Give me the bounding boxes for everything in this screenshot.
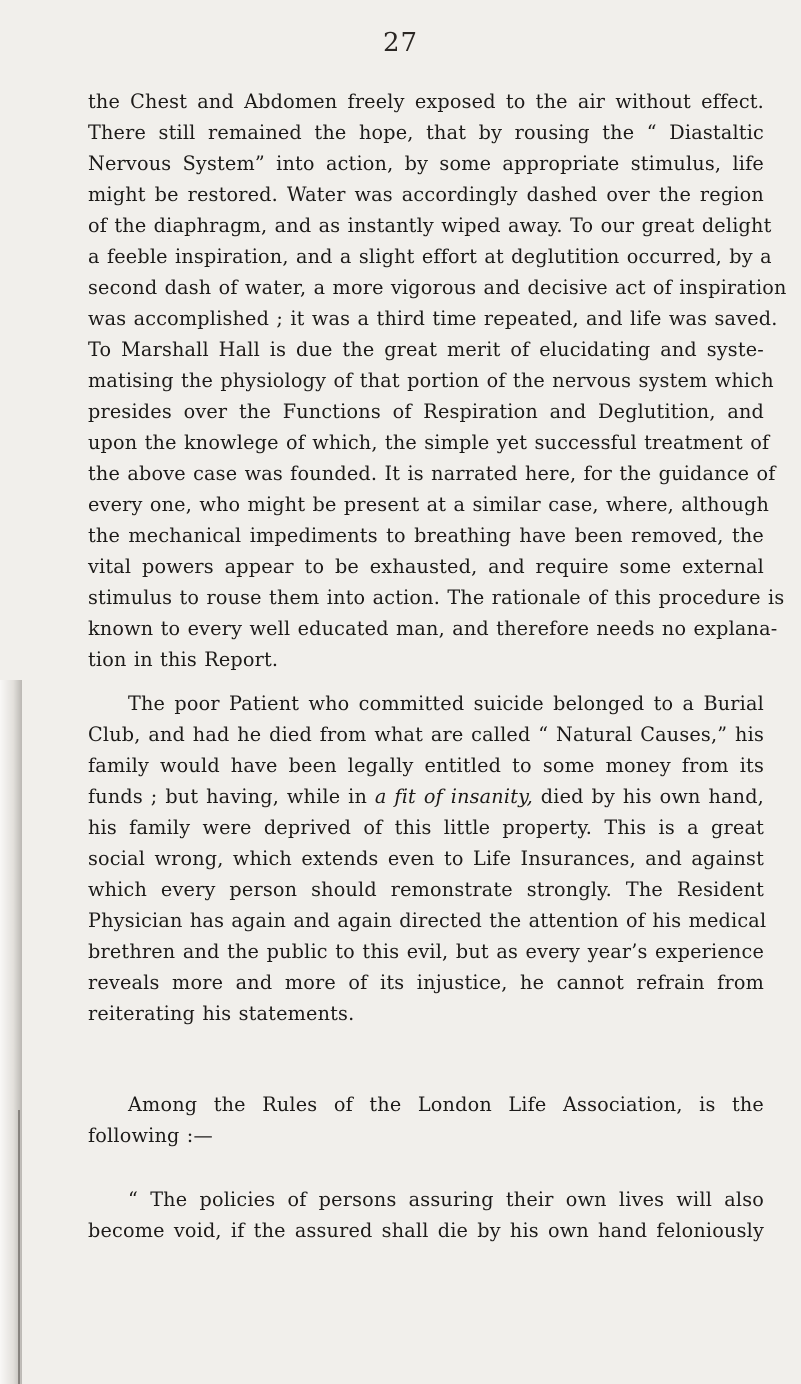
italic-phrase: a fit of insanity, <box>374 785 533 808</box>
binding-edge <box>18 1110 20 1384</box>
text-line: reveals more and more of its injustice, he cannot refrain from <box>88 971 764 994</box>
text-line: might be restored. Water was accordingly dashed over the region <box>88 183 764 206</box>
text-line: There still remained the hope, that by rousing the “ Diastaltic <box>88 121 764 144</box>
text-line: presides over the Functions of Respiration and Deglutition, and <box>88 400 764 423</box>
text-line: the mechanical impediments to breathing have been removed, the <box>88 524 764 547</box>
text-line: every one, who might be present at a similar case, where, although <box>88 493 770 516</box>
text-line: stimulus to rouse them into action. The rationale of this procedure is <box>88 586 785 609</box>
text-line: The poor Patient who committed suicide belonged to a Burial <box>128 692 764 715</box>
text-line: which every person should remonstrate strongly. The Resident <box>88 878 764 901</box>
quoted-rule <box>88 1184 764 1246</box>
text-line: following :— <box>88 1124 213 1147</box>
text-line: Nervous System” into action, by some appropriate stimulus, life <box>88 152 764 175</box>
text-line: second dash of water, a more vigorous and decisive act of inspiration <box>88 276 787 299</box>
page-number: 27 <box>382 28 419 58</box>
text-line: upon the knowlege of which, the simple yet successful treatment of <box>88 431 770 454</box>
text-line: Physician has again and again directed the attention of his medical <box>88 909 767 932</box>
text-line: his family were deprived of this little property. This is a great <box>88 816 764 839</box>
text-line: brethren and the public to this evil, but as every year’s experience <box>88 940 764 963</box>
text-line: reiterating his statements. <box>88 1002 355 1025</box>
text-line: was accomplished ; it was a third time repeated, and life was saved. <box>88 307 778 330</box>
text-line-with-italic <box>88 781 764 812</box>
text-line: the above case was founded. It is narrated here, for the guidance of <box>88 462 776 485</box>
text-line: become void, if the assured shall die by his own hand feloniously <box>88 1219 764 1242</box>
text-line: family would have been legally entitled to some money from its <box>88 754 764 777</box>
paragraph-3 <box>88 1089 764 1151</box>
text-line: Club, and had he died from what are called “ Natural Causes,” his <box>88 723 764 746</box>
text-line: the Chest and Abdomen freely exposed to the air without effect. <box>88 90 764 113</box>
text-line: “ The policies of persons assuring their own lives will also <box>128 1188 764 1211</box>
paragraph-1 <box>88 86 787 675</box>
text-line: social wrong, which extends even to Life Insurances, and against <box>88 847 764 870</box>
text-line: vital powers appear to be exhausted, and require some external <box>88 555 764 578</box>
text-run: funds ; but having, while in <box>88 785 375 808</box>
text-line: known to every well educated man, and therefore needs no explana- <box>88 617 778 640</box>
text-line: tion in this Report. <box>88 648 279 671</box>
text-run: died by his own hand, <box>532 785 764 808</box>
text-line: a feeble inspiration, and a slight effort at deglutition occurred, by a <box>88 245 772 268</box>
paragraph-2 <box>88 688 767 1029</box>
text-line: matising the physiology of that portion of the nervous system which <box>88 369 774 392</box>
text-line: Among the Rules of the London Life Association, is the <box>128 1093 764 1116</box>
text-line: To Marshall Hall is due the great merit of elucidating and syste- <box>88 338 764 361</box>
text-line: of the diaphragm, and as instantly wiped away. To our great delight <box>88 214 772 237</box>
